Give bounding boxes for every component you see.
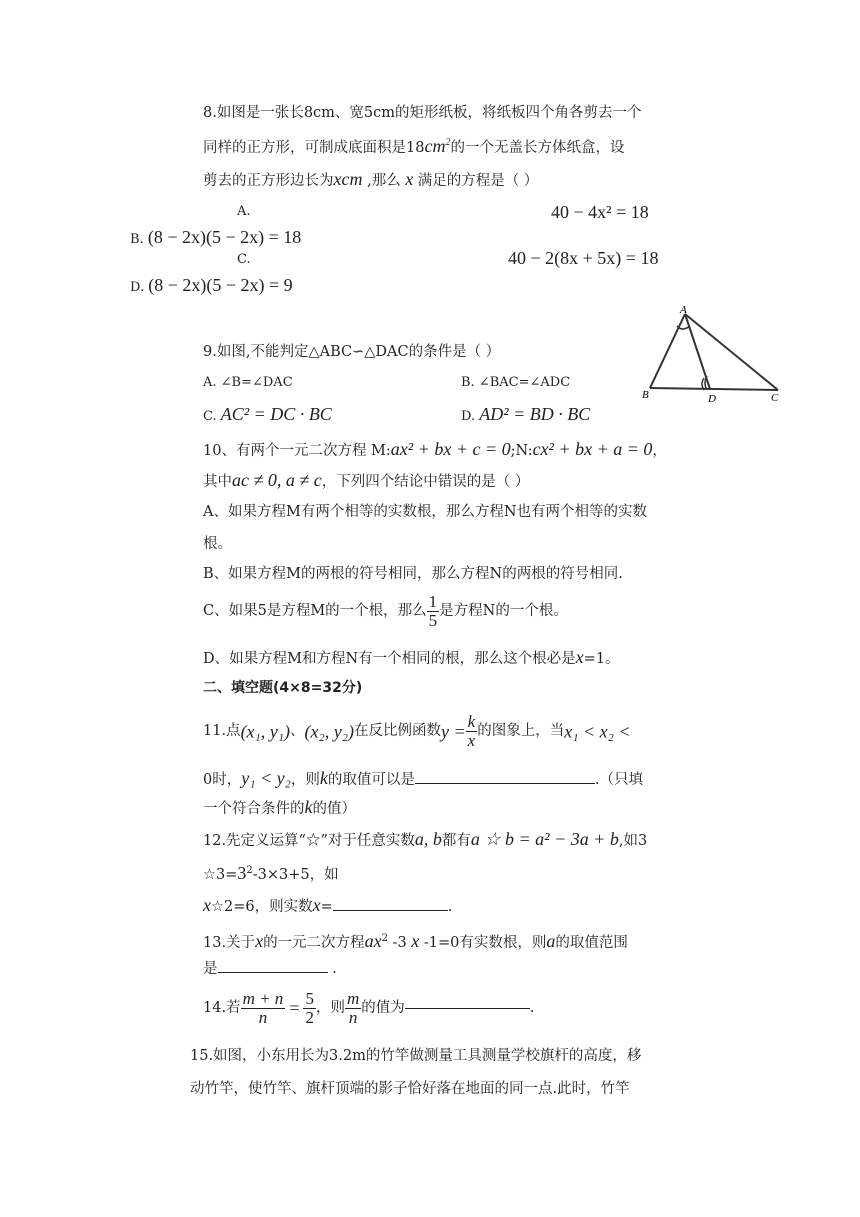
q8-optC: 40 − 2(8x + 5x) = 18 <box>508 248 659 268</box>
q8-unit-cm2: $cm^2$ <box>424 136 451 156</box>
q14-frac2-num: 5 <box>305 989 314 1008</box>
q12-l1a: 12.先定义运算“☆”对于任意实数 <box>203 833 415 849</box>
q10-eqN: cx² + bx + a = 0 <box>532 439 653 459</box>
q8-optB-letter: B. <box>130 232 144 247</box>
q11-l3b: 的值） <box>312 801 356 817</box>
q8-line3b: 那么 <box>371 173 401 189</box>
q11-line1 <box>203 713 631 750</box>
q8-xcm: xcm <box>333 169 363 189</box>
q11-l2a: 0时， <box>203 772 242 788</box>
q10-optD-text: D、如果方程M和方程N有一个相同的根，那么这个根必是 <box>203 651 576 667</box>
q11-p2: (x₂, y₂) <box>304 721 355 742</box>
q12-def: a ☆ b = a² − 3a + b <box>470 829 619 849</box>
q11-fn: y = <box>441 721 466 742</box>
triangle-figure <box>640 302 790 404</box>
q14-a: 14.若 <box>203 1000 241 1017</box>
q13-eq1: ax <box>364 931 382 951</box>
q14-frac3 <box>345 990 361 1027</box>
q13-line1: 13.关于x的一元二次方程$ax^2$ -3 x -1=0有实数根，则a的取值范围 <box>203 931 628 951</box>
q11-line3 <box>203 798 356 817</box>
q14-eq: = <box>289 998 300 1019</box>
q8-line2-text: 同样的正方形，可制成底面积是18 <box>203 140 425 156</box>
q10-stem2a: 其中 <box>203 474 232 490</box>
q14-answer-blank[interactable] <box>405 1007 530 1009</box>
q8-line3c: 满足的方程是（ ） <box>417 173 539 189</box>
q10-line2 <box>203 471 529 490</box>
q14-frac1-num: m + n <box>242 989 284 1008</box>
q9-optC-letter: C. <box>203 409 217 424</box>
q12-line3 <box>203 896 452 915</box>
q10-optC <box>203 593 568 630</box>
q10-optB: B、如果方程M的两根的符号相同，那么方程N的两根的符号相同. <box>203 566 623 582</box>
q12-l1c: ,如3 <box>618 833 648 849</box>
q11-answer-blank[interactable] <box>415 782 595 784</box>
q10-stem1a: 10、有两个一元二次方程 M: <box>203 443 391 459</box>
q8-optB-label <box>130 228 301 246</box>
q11-fraction <box>466 713 478 750</box>
q11-l2c: ，则 <box>290 772 320 788</box>
fig-label-A: A <box>680 304 687 316</box>
q12-line1 <box>203 830 647 849</box>
q9-optA: A. ∠B=∠DAC <box>203 375 293 390</box>
q11-l3k: k <box>304 797 313 817</box>
q8-optC-label: C. <box>237 252 251 267</box>
q13-answer-blank[interactable] <box>218 971 328 973</box>
q9-stem: 9.如图,不能判定△ABC∽△DAC的条件是（ ） <box>203 344 501 360</box>
q12-l3x: x <box>203 895 211 915</box>
q11-l2k: k <box>319 768 328 788</box>
q8-line3: 剪去的正方形边长为xcm ,那么 x 满足的方程是（ ） <box>203 169 539 189</box>
q14-frac1-den: n <box>258 1007 268 1027</box>
q9-optD-letter: D. <box>461 409 476 424</box>
fig-label-D: D <box>708 393 716 404</box>
q11-b: 、 <box>290 723 305 740</box>
q12-line2: $☆3=3^2-3\times 3+5$，如 <box>203 863 339 883</box>
q11-l3a: 一个符合条件的 <box>203 801 305 817</box>
q9-optB: B. ∠BAC=∠ADC <box>461 375 571 390</box>
q11-l2b: y₁ < y₂ <box>241 768 291 788</box>
q12-ab: a, b <box>414 829 442 849</box>
q13-l2a: 是 <box>203 961 218 977</box>
q9-optD-eq: AD² = BD · BC <box>479 404 591 424</box>
q11-c: 在反比例函数 <box>354 723 442 740</box>
q13-l2b: . <box>332 961 337 977</box>
q8-optB: (8 − 2x)(5 − 2x) = 18 <box>147 227 302 247</box>
section-title: 二、填空题(4×8=32分) <box>203 680 363 696</box>
q8-optD: (8 − 2x)(5 − 2x) = 9 <box>148 275 293 295</box>
q10-line1: 10、有两个一元二次方程 M:ax² + bx + c = 0;N:cx² + bx + a = 0， <box>203 439 667 459</box>
q10-frac-num: 1 <box>428 592 438 611</box>
q12-l2c: -3×3+5，如 <box>252 867 339 883</box>
q13-line2 <box>203 962 337 977</box>
q8-optD-label <box>130 276 293 294</box>
q9-optC-eq: AC² = DC · BC <box>220 404 332 424</box>
q11-l2e: .（只填 <box>594 772 643 788</box>
q13-eq3: x <box>411 931 420 951</box>
q8-line1: 8.如图是一张长8cm、宽5cm的矩形纸板，将纸板四个角各剪去一个 <box>203 105 642 121</box>
q11-ineq: x₁ < x₂ < <box>564 721 631 742</box>
q9-optD <box>461 405 590 423</box>
q12-l2a: ☆3= <box>203 867 238 883</box>
q8-optA-label: A. <box>237 204 251 219</box>
q10-fraction <box>427 593 440 630</box>
q8-optD-letter: D. <box>130 280 145 295</box>
q10-optC1: C、如果5是方程M的一个根，那么 <box>203 603 427 620</box>
q11-frac-num: k <box>467 712 476 731</box>
q14-frac2-den: 2 <box>305 1007 314 1027</box>
q13-a: 13.关于 <box>203 935 256 951</box>
q13-x: x <box>255 931 264 951</box>
q12-answer-blank[interactable] <box>333 909 448 911</box>
q14-d: . <box>529 1000 535 1017</box>
q13-c: 的取值范围 <box>555 935 628 951</box>
q14-c: 的值为 <box>361 1000 405 1017</box>
q11-l2d: 的取值可以是 <box>327 772 415 788</box>
q10-optA1: A、如果方程M有两个相等的实数根，那么方程N也有两个相等的实数 <box>203 504 648 520</box>
q12-l3a: ☆2=6，则实数 <box>211 899 313 915</box>
q12-l2b: 3 <box>237 863 247 883</box>
q13-eq2: -3 <box>392 935 407 951</box>
q12-l3x2: x <box>312 895 321 915</box>
q12-l3b: = <box>320 899 333 915</box>
q11-a: 11.点 <box>203 723 241 740</box>
q11-d: 的图象上，当 <box>477 723 565 740</box>
q10-optD-end: =1。 <box>583 651 620 667</box>
q9-optC <box>203 405 332 423</box>
q10-optA2: 根。 <box>203 536 232 552</box>
q10-stem2b: ，下列四个结论中错误的是（ ） <box>321 474 530 490</box>
q14-b: ，则 <box>315 1000 345 1017</box>
q10-cond: ac ≠ 0, a ≠ c <box>232 470 322 490</box>
q8-line2 <box>203 137 624 156</box>
q10-optC2: 是方程N的一个根。 <box>439 603 568 620</box>
q11-line2 <box>203 769 643 788</box>
q14-frac3-den: n <box>348 1007 358 1027</box>
q8-line2b: 的一个无盖长方体纸盒，设 <box>450 140 625 156</box>
fig-label-B: B <box>642 389 649 401</box>
q14-frac2 <box>303 990 316 1027</box>
q14-frac1 <box>241 990 286 1027</box>
q10-stem1b: ;N: <box>510 443 533 459</box>
q15-line2: 动竹竿，使竹竿、旗杆顶端的影子恰好落在地面的同一点.此时，竹竿 <box>190 1081 630 1097</box>
q8-line3a: 剪去的正方形边长为 <box>203 173 334 189</box>
q8-optA: 40 − 4x² = 18 <box>551 202 649 222</box>
q10-frac-den: 5 <box>428 610 438 630</box>
q12-l3c: . <box>447 899 453 915</box>
q12-l1b: 都有 <box>441 833 471 849</box>
q14-frac3-num: m <box>346 989 360 1008</box>
q13-eq4: -1=0有实数根，则 <box>423 935 547 951</box>
q13-b: 的一元二次方程 <box>263 935 365 951</box>
fig-label-C: C <box>771 392 779 404</box>
q14-line <box>203 990 534 1027</box>
q10-eqM: ax² + bx + c = 0 <box>390 439 511 459</box>
q8-x: x <box>400 169 418 189</box>
q10-optD-x: x <box>575 647 584 667</box>
q11-p1: (x₁, y₁) <box>240 721 291 742</box>
q11-frac-den: x <box>467 730 476 750</box>
q13-av: a <box>546 931 556 951</box>
q10-optD <box>203 648 620 667</box>
q15-line1: 15.如图，小东用长为3.2m的竹竿做测量工具测量学校旗杆的高度，移 <box>190 1048 642 1064</box>
